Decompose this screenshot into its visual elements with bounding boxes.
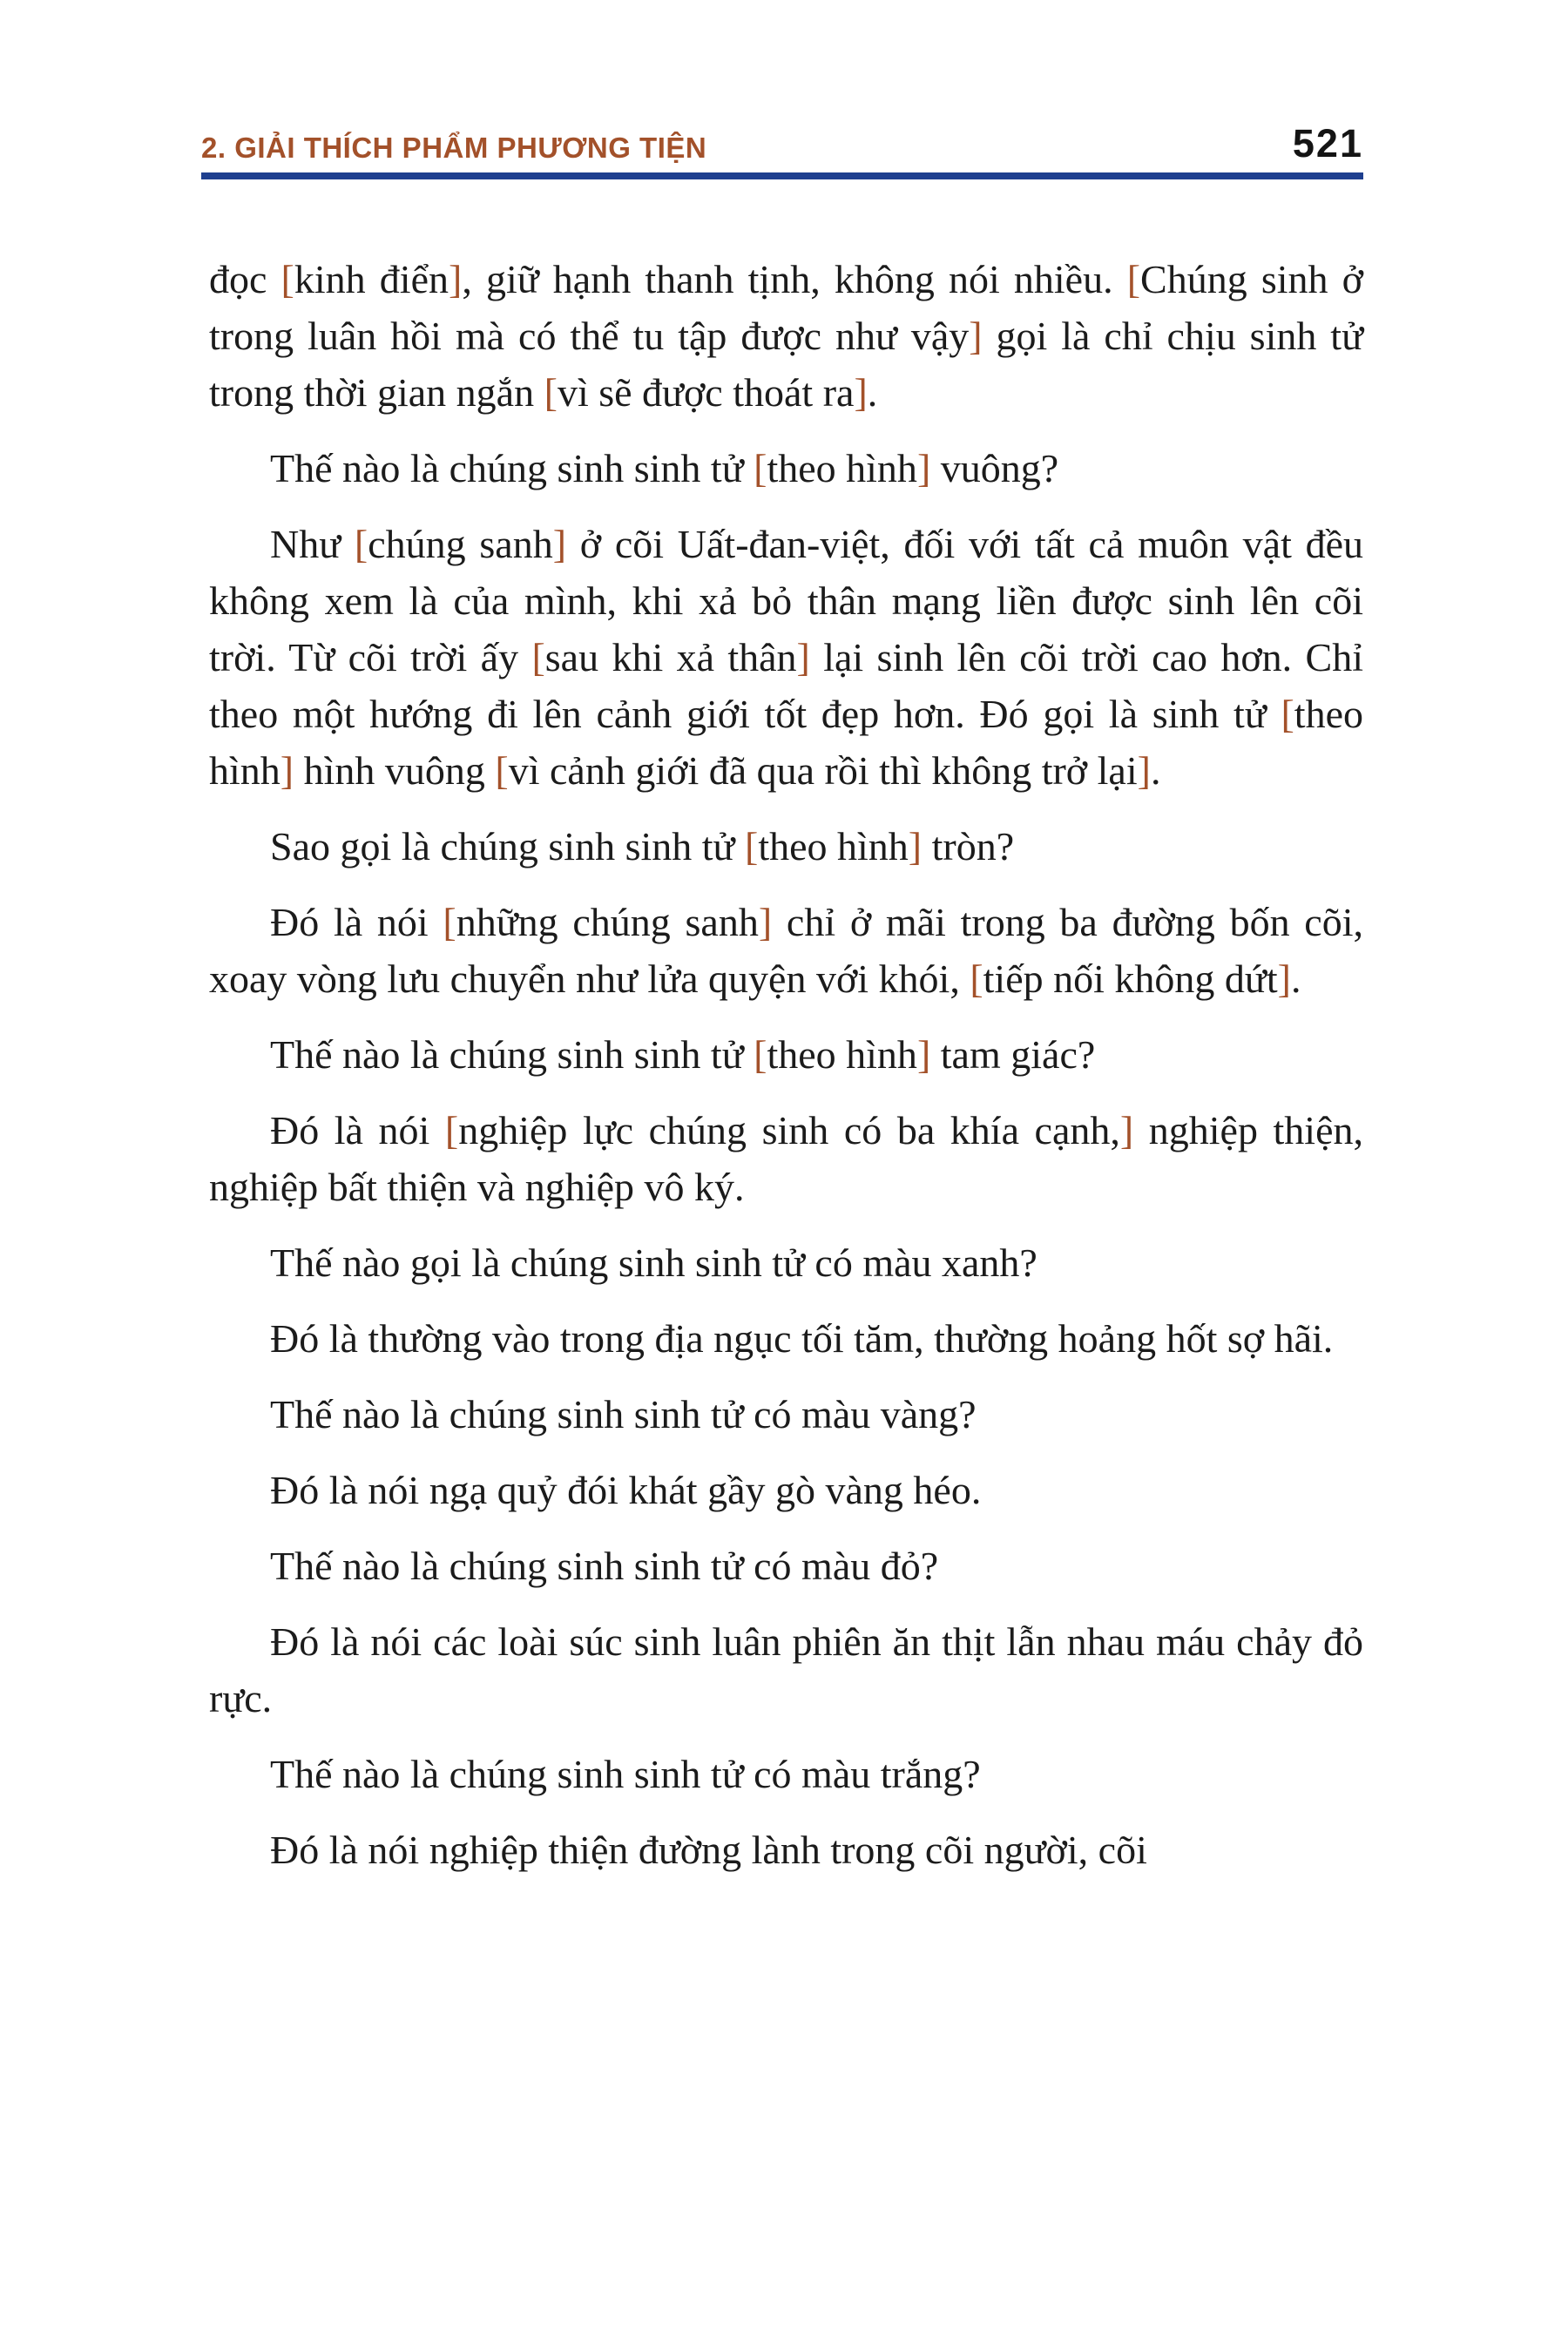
- paragraph: Đó là nói [nghiệp lực chúng sinh có ba khía cạnh,] nghiệp thiện, nghiệp bất thiện và nghiệp vô ký.: [209, 1108, 1364, 1209]
- editorial-bracket: ]: [1277, 956, 1291, 1001]
- editorial-bracket: ]: [908, 824, 923, 868]
- paragraph: Thế nào là chúng sinh sinh tử có màu đỏ?: [270, 1544, 939, 1588]
- editorial-bracket: ]: [552, 522, 567, 566]
- editorial-bracket: [: [531, 635, 545, 679]
- editorial-bracket: [: [544, 370, 558, 415]
- page-number: 521: [1292, 121, 1363, 166]
- editorial-bracket: ]: [969, 314, 983, 358]
- editorial-bracket: ]: [1119, 1108, 1134, 1152]
- paragraph: Thế nào gọi là chúng sinh sinh tử có màu xanh?: [270, 1240, 1037, 1285]
- body-paragraphs: [209, 251, 1363, 1878]
- paragraph: Như [chúng sanh] ở cõi Uất-đan-việt, đối với tất cả muôn vật đều không xem là của mình, khi xả bỏ thân mạng liền được sinh lên cõi trời. Từ cõi trời ấy [sau khi xả thân] lại sinh lên cõi trời cao hơn. Chỉ theo một hướng đi lên cảnh giới tốt đẹp hơn. Đó gọi là sinh tử [theo hình] hình vuông [vì cảnh giới đã qua rồi thì không trở lại].: [209, 522, 1364, 793]
- paragraph: Đó là nói ngạ quỷ đói khát gầy gò vàng héo.: [270, 1468, 982, 1512]
- editorial-bracket: [: [443, 900, 456, 944]
- editorial-bracket: ]: [916, 446, 931, 490]
- editorial-bracket: [: [1126, 257, 1141, 301]
- paragraph: Thế nào là chúng sinh sinh tử [theo hình] tam giác?: [270, 1032, 1096, 1077]
- header-rule: [201, 172, 1363, 179]
- paragraph: Đó là thường vào trong địa ngục tối tăm, thường hoảng hốt sợ hãi.: [270, 1316, 1334, 1361]
- editorial-bracket: ]: [758, 900, 773, 944]
- paragraph: Thế nào là chúng sinh sinh tử có màu vàng?: [270, 1392, 977, 1436]
- editorial-bracket: ]: [280, 748, 294, 793]
- editorial-bracket: [: [444, 1108, 459, 1152]
- editorial-bracket: [: [354, 522, 368, 566]
- paragraph: Đó là nói các loài súc sinh luân phiên ăn thịt lẫn nhau máu chảy đỏ rực.: [209, 1619, 1363, 1720]
- editorial-bracket: [: [1281, 692, 1294, 736]
- editorial-bracket: [: [744, 824, 759, 868]
- editorial-bracket: ]: [916, 1032, 931, 1077]
- editorial-bracket: ]: [854, 370, 868, 415]
- editorial-bracket: ]: [448, 257, 463, 301]
- paragraph: Sao gọi là chúng sinh sinh tử [theo hình] tròn?: [270, 824, 1015, 868]
- editorial-bracket: [: [754, 446, 767, 490]
- editorial-bracket: [: [754, 1032, 767, 1077]
- paragraph: Đó là nói nghiệp thiện đường lành trong cõi người, cõi: [270, 1828, 1147, 1872]
- running-head-section-title: 2. GIẢI THÍCH PHẨM PHƯƠNG TIỆN: [201, 132, 707, 164]
- editorial-bracket: ]: [1137, 748, 1151, 793]
- editorial-bracket: [: [280, 257, 294, 301]
- editorial-bracket: [: [495, 748, 509, 793]
- paragraph: Thế nào là chúng sinh sinh tử [theo hình] vuông?: [270, 446, 1059, 490]
- editorial-bracket: ]: [796, 635, 810, 679]
- paragraph: Đó là nói [những chúng sanh] chỉ ở mãi trong ba đường bốn cõi, xoay vòng lưu chuyển như lửa quyện với khói, [tiếp nối không dứt].: [209, 900, 1363, 1001]
- paragraph: đọc [kinh điển], giữ hạnh thanh tịnh, không nói nhiều. [Chúng sinh ở trong luân hồi mà có thể tu tập được như vậy] gọi là chỉ chịu sinh tử trong thời gian ngắn [vì sẽ được thoát ra].: [209, 257, 1364, 415]
- editorial-bracket: [: [970, 956, 983, 1001]
- paragraph: Thế nào là chúng sinh sinh tử có màu trắng?: [270, 1752, 981, 1796]
